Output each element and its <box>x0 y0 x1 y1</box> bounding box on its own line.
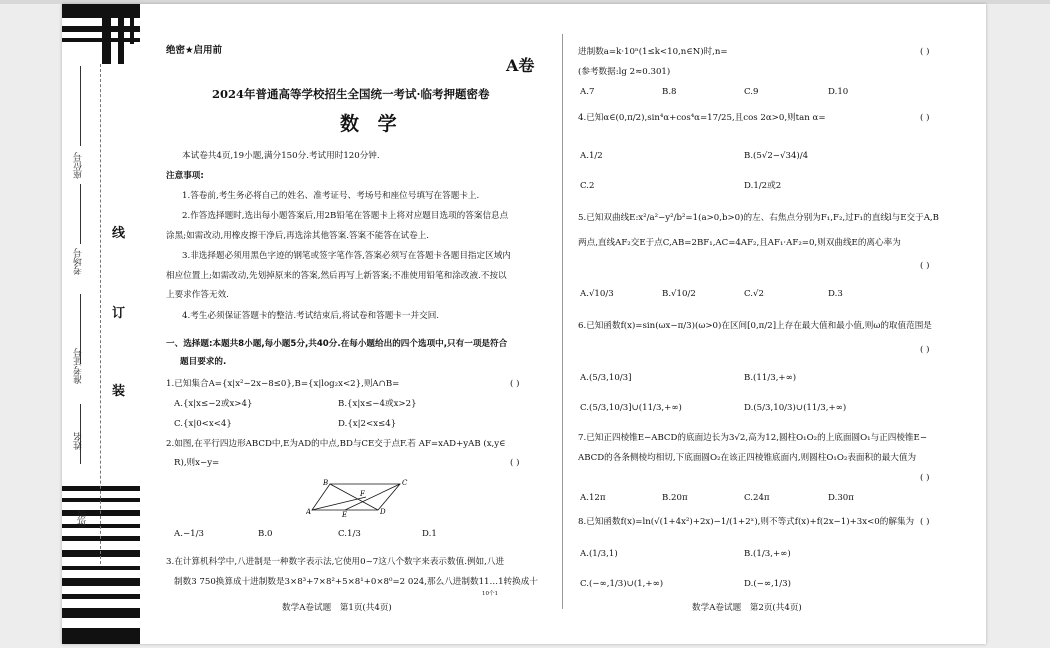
exam-title: 2024年普通高等学校招生全国统一考试·临考押题密卷 <box>212 87 490 101</box>
footer-page-1: 数学A卷试题 第1页(共4页) <box>282 603 392 613</box>
vertex-label-a: A <box>306 508 312 516</box>
q1-option-b: B.{x|x≤−4或x>2} <box>338 399 417 409</box>
binding-stripe <box>62 4 140 18</box>
q3-underbrace-label: 10个1 <box>482 591 498 597</box>
exam-paper <box>62 4 986 644</box>
note-line: 2.作答选择题时,选出每小题答案后,用2B铅笔在答题卡上将对应题目选项的答案信息点 <box>182 211 509 221</box>
vertex-label-f: F <box>360 490 365 498</box>
q6-option-b: B.(11/3,+∞) <box>744 373 797 383</box>
binding-stripe <box>62 38 140 42</box>
binding-char-line: 线 <box>112 226 126 241</box>
vertex-label-d: D <box>380 508 386 516</box>
q5-option-a: A.√10/3 <box>580 289 614 299</box>
q5-option-c: C.√2 <box>744 289 764 299</box>
vertex-label-c: C <box>402 479 408 487</box>
q6-option-c: C.(5/3,10/3]∪(11/3,+∞) <box>580 403 682 413</box>
q2-option-a: A.−1/3 <box>174 529 204 539</box>
binding-stripe <box>62 594 140 599</box>
binding-stripe <box>62 26 140 32</box>
q8-answer-paren: ( ) <box>920 517 930 527</box>
binding-strip <box>62 4 140 644</box>
section-title: 一、选择题:本题共8小题,每小题5分,共40分.在每小题给出的四个选项中,只有一项是符合 <box>166 339 508 349</box>
q7-stem: 7.已知正四棱锥E−ABCD的底面边长为3√2,高为12,圆柱O₁O₂的上底面圆O₁与正四棱锥E− <box>578 433 928 443</box>
binding-stripe <box>102 4 111 64</box>
binding-stripe <box>62 566 140 570</box>
q4-option-d: D.1/2或2 <box>744 181 782 191</box>
parallelogram-figure <box>306 476 416 518</box>
binding-char-zhuang: 装 <box>112 384 126 399</box>
q6-answer-paren: ( ) <box>920 345 930 355</box>
q5-option-b: B.√10/2 <box>662 289 696 299</box>
paper-type: A卷 <box>506 56 535 75</box>
q4-answer-paren: ( ) <box>920 113 930 123</box>
q1-option-d: D.{x|2<x≤4} <box>338 419 397 429</box>
q4-option-a: A.1/2 <box>580 151 603 161</box>
confidential-mark: 绝密★启用前 <box>166 45 223 56</box>
q8-stem: 8.已知函数f(x)=ln(√(1+4x²)+2x)−1/(1+2ˣ),则不等式f(x)+f(2x−1)+3x<0的解集为 <box>578 517 915 527</box>
section-title-cont: 题目要求的. <box>180 357 227 367</box>
q3-reference: (参考数据:lg 2≈0.301) <box>578 67 671 77</box>
footer-page-2: 数学A卷试题 第2页(共4页) <box>692 603 802 613</box>
q7-option-b: B.20π <box>662 493 688 503</box>
fill-line <box>80 184 81 244</box>
q5-stem-cont: 两点,直线AF₂交E于点C,AB=2BF₁,AC=4AF₂,且AF₁·AF₂=0,则双曲线E的离心率为 <box>578 238 901 248</box>
q3-stem-end: 进制数a=k·10ⁿ(1≤k<10,n∈N)时,n= <box>578 47 728 57</box>
q3-stem: 3.在计算机科学中,八进制是一种数字表示法,它使用0~7这八个数字来表示数值.例如,八进 <box>166 557 505 567</box>
q8-option-c: C.(−∞,1/3)∪(1,+∞) <box>580 579 664 589</box>
q3-option-c: C.9 <box>744 87 759 97</box>
q7-option-a: A.12π <box>580 493 606 503</box>
vertex-label-b: B <box>323 479 329 487</box>
q1-option-c: C.{x|0<x<4} <box>174 419 232 429</box>
q2-stem: 2.如图,在平行四边形ABCD中,E为AD的中点,BD与CE交于点F.若 AF=xAD+yAB (x,y∈ <box>166 439 506 449</box>
q2-option-c: C.1/3 <box>338 529 361 539</box>
q3-option-a: A.7 <box>580 87 595 97</box>
exam-room-label: 考场号 <box>74 248 84 275</box>
name-label: 姓名 <box>74 432 84 450</box>
vertex-label-e: E <box>342 511 348 518</box>
class-label: 班级 <box>78 510 88 528</box>
q4-option-c: C.2 <box>580 181 595 191</box>
q7-option-c: C.24π <box>744 493 770 503</box>
q7-option-d: D.30π <box>828 493 854 503</box>
note-line: 上要求作答无效. <box>166 290 229 300</box>
note-line: 相应位置上;如需改动,先划掉原来的答案,然后再写上新答案;不准使用铅笔和涂改液.不按以 <box>166 271 507 281</box>
subject-title: 数 学 <box>340 113 403 135</box>
q5-answer-paren: ( ) <box>920 261 930 271</box>
note-line: 4.考生必须保证答题卡的整洁.考试结束后,将试卷和答题卡一并交回. <box>182 311 440 321</box>
q3-stem-cont: 制数3 750换算成十进制数是3×8³+7×8²+5×8¹+0×8⁰=2 024,那么八进制数11…1转换成十 <box>174 577 538 587</box>
binding-dashed-line <box>100 64 102 564</box>
q1-stem: 1.已知集合A={x|x²−2x−8≤0},B={x|log₂x<2},则A∩B= <box>166 379 400 389</box>
q6-option-a: A.(5/3,10/3] <box>580 373 632 383</box>
q3-option-b: B.8 <box>662 87 677 97</box>
binding-char-ding: 订 <box>112 306 126 321</box>
q2-option-b: B.0 <box>258 529 273 539</box>
column-divider <box>562 34 563 609</box>
q4-option-b: B.(5√2−√34)/4 <box>744 151 809 161</box>
q1-answer-paren: ( ) <box>510 379 520 389</box>
seat-number-label: 座位号 <box>74 152 84 179</box>
q2-stem-cont: R),则x−y= <box>174 458 220 468</box>
fill-line <box>80 66 81 146</box>
q7-answer-paren: ( ) <box>920 473 930 483</box>
q5-option-d: D.3 <box>828 289 843 299</box>
q4-stem: 4.已知α∈(0,π/2),sin⁴α+cos⁴α=17/25,且cos 2α>0,则tan α= <box>578 113 826 123</box>
intro-text: 本试卷共4页,19小题,满分150分.考试用时120分钟. <box>182 151 380 161</box>
q6-option-d: D.(5/3,10/3)∪(11/3,+∞) <box>744 403 847 413</box>
note-line: 1.答卷前,考生务必将自己的姓名、准考证号、考场号和座位号填写在答题卡上. <box>182 191 480 201</box>
q5-stem: 5.已知双曲线E:x²/a²−y²/b²=1(a>0,b>0)的左、右焦点分别为F₁,F₂,过F₁的直线l与E交于A,B <box>578 213 939 223</box>
q1-option-a: A.{x|x≤−2或x>4} <box>174 399 253 409</box>
q8-option-d: D.(−∞,1/3) <box>744 579 791 589</box>
note-line: 3.非选择题必须用黑色字迹的钢笔或签字笔作答,答案必须写在答题卡各题目指定区域内 <box>182 251 511 261</box>
notes-title: 注意事项: <box>166 171 204 181</box>
binding-stripe <box>130 4 134 44</box>
q2-option-d: D.1 <box>422 529 437 539</box>
binding-stripe <box>62 608 140 618</box>
q7-stem-cont: ABCD的各条侧棱均相切,下底面圆O₂在该正四棱锥底面内,则圆柱O₁O₂表面积的最大值为 <box>578 453 917 463</box>
q8-option-a: A.(1/3,1) <box>580 549 618 559</box>
binding-stripe <box>62 628 140 644</box>
q3-option-d: D.10 <box>828 87 849 97</box>
ticket-number-label: 准考证号 <box>74 348 84 384</box>
q6-stem: 6.已知函数f(x)=sin(ωx−π/3)(ω>0)在区间[0,π/2]上存在最大值和最小值,则ω的取值范围是 <box>578 321 932 331</box>
q2-answer-paren: ( ) <box>510 458 520 468</box>
binding-stripe <box>62 578 140 586</box>
q3-answer-paren: ( ) <box>920 47 930 57</box>
note-line: 涂黑;如需改动,用橡皮擦干净后,再选涂其他答案.答案不能答在试卷上. <box>166 231 430 241</box>
q8-option-b: B.(1/3,+∞) <box>744 549 791 559</box>
binding-stripe <box>118 4 124 64</box>
